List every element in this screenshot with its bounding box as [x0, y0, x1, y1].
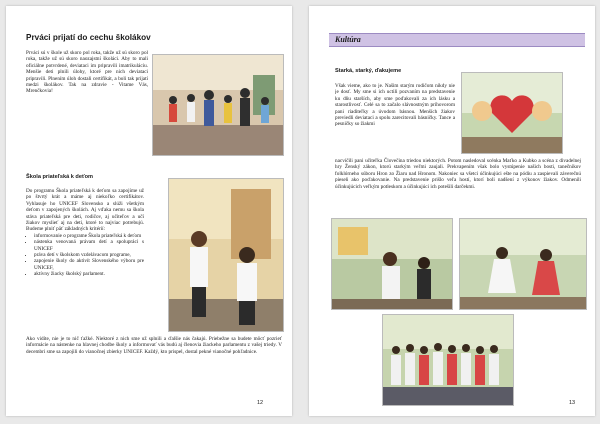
list-item: • informovanie o programe Škola priateľská k deťom: [34, 233, 144, 239]
list-item: • zapojenie školy do aktivít Slovenského výboru pre UNICEF,: [34, 258, 144, 271]
photo-stage-heart: [461, 72, 563, 154]
left-page: [6, 6, 292, 416]
page-number: 12: [257, 400, 264, 406]
subsection-body: [26, 188, 144, 278]
subsection-title: Škola priateľská k deťom: [26, 174, 94, 180]
article-paragraph: Však vieme, ako to je. Našim starým rodičom nikdy nie je dosť. My sme si ich uctili pozvaním na predstavenie ku dňu starších, aby sme poďakovali za ich lásku a starostlivosť. Celé sa to začalo slávnostným príhovorom pani riaditeľky a úvodom básnou. Menších žiakov previedli deviataci a spolu zarecitovali básničky. Tance a pesničky so žiakmi: [335, 83, 455, 128]
article-title: Prváci prijatí do cechu školákov: [26, 33, 151, 42]
list-item: • práva detí v školskom vzdelávacom programe,: [34, 252, 144, 258]
section-header-bar: [329, 33, 585, 47]
article-intro: Prváci sú v škole už skoro pol roka, takže už sú skoro pol roka, takže už sú skoro naozajstní školáci. Aby to mali oficiálne potvrdené, deviataci im pripravili imatrikuláciu. Menšie deti plnili úlohy, ktoré pre nich deviataci pripravili. Plnením úloh dostali certifikát, a boli tak prijatí medzi školákov. Tak na zdravie - Vitame Vás, Mrenčkovia!: [26, 50, 148, 95]
photo-unicef-presentation: [168, 178, 284, 332]
right-page: [309, 6, 595, 416]
photo-group-children: [382, 314, 514, 406]
criteria-list: [26, 233, 144, 278]
article-title: Starká, starký, ďakujeme: [335, 68, 402, 74]
page-number: 13: [569, 400, 576, 406]
list-item: • aktívny žiacky školský parlament.: [34, 271, 144, 277]
closing-paragraph: Ako vidíte, nie je to nič ťažké. Niektoré z nich sme už splnili a ďalšie nás čakajú. Priebežne sa budete môcť pozrieť informácie na nástenke na hlavnej chodbe školy a informovať vás budú aj členovia žiackeho parlamentu z vašej triedy. V decembri sme sa zapojili do vianočnej zbierky UNICEF. Každý, kto prispel, dostal pekné vianočné pohľadnice.: [26, 336, 282, 355]
article-paragraph-continued: nacvičili pani učiteľka Človečina triedou niektorých. Potom nasledoval scénka Maťko a Kubko a scéna z divadelnej hry Ženský zákon, ktorú starkým veľmi zaujali. Prekvapením však bolo vystúpenie našich bosti, tanečníkov folklórneho súboru Hron zo Žiaru nad Hronom. Nakoniec sa všetci účinkujúci ešte na pódiu a zaspievali záverečnú pieseň ako poďakovanie. Na predstavenie prišlo veľa hostí, ktorí boli nadšení z výkonov žiakov. Odmenili účinkujúcich veľkým potleskom a účinkujúci ich potešili darčekmi.: [335, 158, 581, 190]
section-label: Kultúra: [335, 35, 361, 44]
list-item: • nástenka venovaná právam detí a spolupráci s UNICEF: [34, 239, 144, 252]
photo-first-graders: [152, 54, 284, 156]
photo-folk-dancers: [459, 218, 587, 310]
photo-women-on-stage: [331, 218, 453, 310]
subsection-paragraph: Do programu Škola priateľská k deťom sa zapojíme už po štvrtý krát a máme aj niekoľko certifikátov. Vyhlasuje ho UNICEF Slovensko a slúži všetkým deťom v zapojených školách. Aj vďaka nemu sa škola stáva priateľská pre deti, rodičov, aj učiteľov a učí žiakov myslieť aj na deti, ktoré to najviac potrebujú. Budeme plniť päť základných kritérií:: [26, 188, 144, 233]
